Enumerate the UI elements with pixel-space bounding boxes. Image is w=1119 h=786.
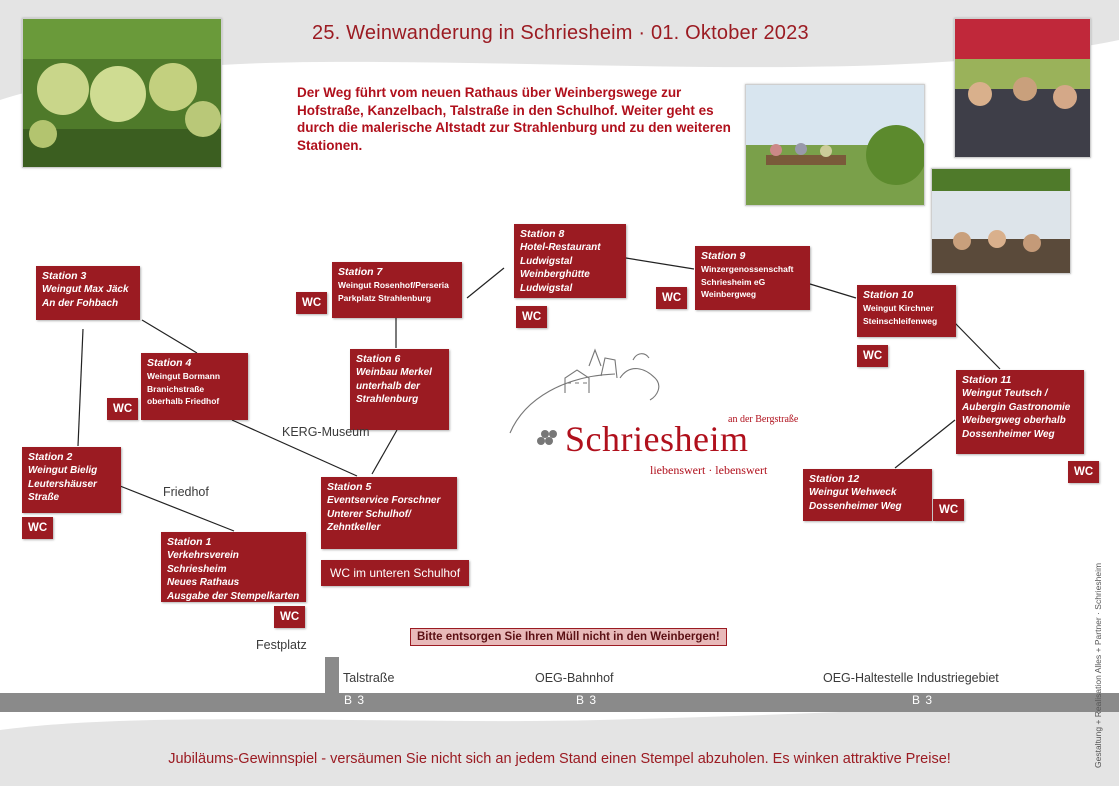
wc-badge: WC: [857, 345, 888, 367]
station-description: Weingut Teutsch / Aubergin Gastronomie Weibergweg oberhalb Dossenheimer Weg: [962, 388, 1071, 440]
station-description: Eventservice Forschner Unterer Schulhof/ Zehntkeller: [327, 495, 441, 533]
station-description: Weingut Max Jäck An der Fohbach: [42, 284, 129, 309]
station-9[interactable]: [695, 246, 810, 310]
wc-badge: WC: [22, 517, 53, 539]
design-credit: Gestaltung + Realisation Alles + Partner · Schriesheim: [1093, 562, 1103, 768]
station-title: Station 11: [962, 374, 1012, 386]
place-talstrasse: Talstraße: [343, 671, 395, 685]
station-3[interactable]: [36, 266, 140, 320]
station-title: Station 5: [327, 481, 372, 493]
station-description: Verkehrsverein Schriesheim Neues Rathaus Ausgabe der Stempelkarten: [167, 550, 300, 602]
station-1[interactable]: [161, 532, 306, 602]
place-friedhof: Friedhof: [163, 485, 209, 499]
station-title: Station 7: [338, 266, 383, 278]
road-label: B 3: [576, 693, 598, 707]
wc-badge: WC: [1068, 461, 1099, 483]
station-5[interactable]: [321, 477, 457, 549]
place-kerg-museum: KERG-Museum: [282, 425, 370, 439]
place-festplatz: Festplatz: [256, 638, 307, 652]
place-oeg-industriegebiet: OEG-Haltestelle Industriegebiet: [823, 671, 999, 685]
route-description: Der Weg führt vom neuen Rathaus über Weinbergswege zur Hofstraße, Kanzelbach, Talstraße in den Schulhof. Weiter geht es durch die malerische Altstadt zur Strahlenburg und zu den weiteren Stationen.: [297, 85, 731, 153]
station-12[interactable]: [803, 469, 932, 521]
station-description: Hotel-Restaurant Ludwigstal Weinberghütte Ludwigstal: [520, 242, 601, 294]
station-title: Station 3: [42, 270, 87, 282]
station-title: Station 9: [701, 250, 746, 262]
footer-contest-text: Jubiläums-Gewinnspiel - versäumen Sie nicht sich an jedem Stand einen Stempel abzuholen. Es winken attraktive Preise!: [168, 751, 951, 767]
station-description: Weingut Bormann Branichstraße oberhalb Friedhof: [147, 371, 221, 406]
litter-notice: Bitte entsorgen Sie Ihren Müll nicht in den Weinbergen!: [410, 628, 727, 646]
road-label: B 3: [912, 693, 934, 707]
station-title: Station 2: [28, 451, 73, 463]
station-4[interactable]: [141, 353, 248, 420]
wc-badge: WC: [107, 398, 138, 420]
page-title: 25. Weinwanderung in Schriesheim · 01. Oktober 2023: [312, 22, 809, 44]
station-10[interactable]: [857, 285, 956, 337]
station-title: Station 10: [863, 289, 914, 301]
station-6[interactable]: [350, 349, 449, 430]
station-title: Station 1: [167, 536, 212, 548]
station-description: Weingut Wehweck Dossenheimer Weg: [809, 487, 902, 512]
station-11[interactable]: [956, 370, 1084, 454]
wc-badge: WC: [296, 292, 327, 314]
station-title: Station 12: [809, 473, 860, 485]
logo-tagline-top: an der Bergstraße: [728, 414, 799, 425]
station-2[interactable]: [22, 447, 121, 513]
wc-badge: WC: [933, 499, 964, 521]
wc-badge: WC: [516, 306, 547, 328]
road-b3: [0, 693, 1119, 712]
station-7[interactable]: [332, 262, 462, 318]
logo-wordmark: Schriesheim: [565, 419, 749, 459]
station-title: Station 4: [147, 357, 192, 369]
station-title: Station 6: [356, 353, 401, 365]
station-description: Weingut Bielig Leutershäuser Straße: [28, 465, 98, 503]
wc-schulhof-badge: WC im unteren Schulhof: [321, 560, 469, 586]
road-junction: [325, 657, 339, 694]
station-8[interactable]: [514, 224, 626, 298]
wc-badge: WC: [656, 287, 687, 309]
station-description: Winzergenossenschaft Schriesheim eG Weinbergweg: [701, 264, 794, 299]
wc-badge: WC: [274, 606, 305, 628]
station-description: Weinbau Merkel unterhalb der Strahlenburg: [356, 367, 432, 405]
logo-tagline-bottom: liebenswert · lebenswert: [650, 463, 768, 477]
place-oeg-bahnhof: OEG-Bahnhof: [535, 671, 614, 685]
road-label: B 3: [344, 693, 366, 707]
station-description: Weingut Rosenhof/Perseria Parkplatz Strahlenburg: [338, 280, 449, 303]
station-description: Weingut Kirchner Steinschleifenweg: [863, 303, 938, 326]
station-title: Station 8: [520, 228, 565, 240]
